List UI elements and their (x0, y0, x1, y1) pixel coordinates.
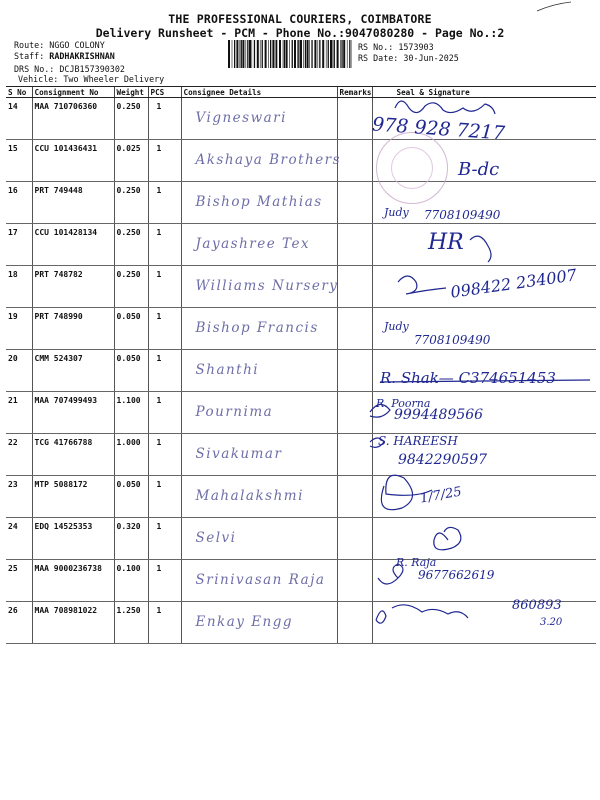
remarks-cell (337, 602, 372, 644)
weight-cell: 0.250 (114, 182, 148, 224)
consignment-cell: MAA 710706360 (32, 98, 114, 140)
rs-number: RS No.: 1573903 (358, 42, 434, 52)
consignment-cell: CCU 101436431 (32, 140, 114, 182)
sig-name-22: S. HAREESH (378, 434, 458, 448)
sig-phone-19: 7708109490 (414, 333, 491, 347)
consignment-cell: PRT 748782 (32, 266, 114, 308)
sno-cell: 16 (6, 182, 32, 224)
table-row (6, 602, 596, 644)
sig-date-23: 1/7/25 (419, 484, 463, 507)
consignee-name: Jayashree Tex (195, 236, 311, 252)
consignee-cell (181, 140, 342, 182)
sig-phone-26: 860893 (512, 598, 562, 613)
barcode-bar (330, 40, 332, 68)
barcode-bar (337, 40, 339, 68)
consignee-name: Selvi (195, 530, 237, 546)
col-weight: Weight (114, 87, 148, 98)
col-signature: Seal & Signature (372, 87, 596, 98)
remarks-cell (337, 350, 372, 392)
table-row (6, 98, 596, 140)
barcode-bar (294, 40, 296, 68)
consignee-cell (181, 308, 337, 350)
table-row (6, 434, 596, 476)
col-consignee: Consignee Details (181, 87, 337, 98)
barcode-bar (241, 40, 242, 68)
col-remarks: Remarks (337, 87, 372, 98)
remarks-cell (337, 308, 372, 350)
table-row (6, 308, 596, 350)
table-row (6, 518, 596, 560)
consignment-cell: CMM 524307 (32, 350, 114, 392)
remarks-cell (337, 140, 372, 182)
header-scribble (535, 0, 575, 14)
barcode-bar (240, 40, 241, 68)
consignee-name: Vigneswari (195, 110, 287, 126)
weight-cell: 0.050 (114, 476, 148, 518)
barcode-bar (276, 40, 277, 68)
table-row (6, 140, 596, 182)
barcode-bar (318, 40, 319, 68)
consignee-name: Williams Nursery (195, 278, 339, 294)
sig-name-19: Judy (384, 320, 409, 333)
consignee-cell (181, 434, 337, 476)
remarks-cell (337, 224, 372, 266)
sno-cell: 19 (6, 308, 32, 350)
barcode-bar (283, 40, 284, 68)
signature-cell (372, 224, 596, 266)
route-label: Route: NGGO COLONY (14, 40, 105, 50)
pcs-cell: 1 (148, 266, 181, 308)
remarks-cell (337, 266, 372, 308)
barcode-bar (326, 40, 327, 68)
consignee-cell (181, 560, 337, 602)
sno-cell: 22 (6, 434, 32, 476)
pcs-cell: 1 (148, 182, 181, 224)
consignee-name: Bishop Mathias (195, 194, 323, 210)
table-row (6, 224, 596, 266)
barcode-bar (236, 40, 238, 68)
barcode-bar (260, 40, 261, 68)
seal-stamp (376, 132, 448, 204)
page-subtitle: Delivery Runsheet - PCM - Phone No.:9047080280 - Page No.:2 (95, 26, 505, 40)
sno-cell: 20 (6, 350, 32, 392)
consignment-cell: MAA 707499493 (32, 392, 114, 434)
table-row (6, 182, 596, 224)
remarks-cell (337, 392, 372, 434)
signature-cell (372, 602, 596, 644)
barcode-bar (242, 40, 244, 68)
drs-number: DRS No.: DCJB157390302 (14, 64, 125, 74)
sig-phone-14: 978 928 7217 (371, 113, 506, 145)
consignee-name: Srinivasan Raja (195, 572, 326, 588)
remarks-cell (337, 98, 372, 140)
consignee-cell (181, 476, 337, 518)
barcode-bar (232, 40, 233, 68)
barcode-bar (284, 40, 285, 68)
barcode-bar (305, 40, 306, 68)
barcode-bar (328, 40, 329, 68)
col-consignment: Consignment No (32, 87, 114, 98)
sig-text-17: HR (428, 230, 464, 255)
weight-cell: 0.025 (114, 140, 148, 182)
weight-cell: 0.320 (114, 518, 148, 560)
barcode-bar (349, 40, 350, 68)
table-header (6, 87, 596, 98)
sno-cell: 21 (6, 392, 32, 434)
sig-phone-18: 098422 234007 (449, 265, 578, 302)
pcs-cell: 1 (148, 560, 181, 602)
sig-name-16: Judy (384, 206, 409, 219)
remarks-cell (337, 434, 372, 476)
barcode-bar (254, 40, 255, 68)
weight-cell: 1.100 (114, 392, 148, 434)
table-row (6, 560, 596, 602)
sig-phone-16: 7708109490 (424, 208, 501, 222)
barcode-bar (289, 40, 290, 68)
barcode-bar (319, 40, 320, 68)
pcs-cell: 1 (148, 308, 181, 350)
consignee-cell (181, 266, 337, 308)
consignment-cell: MAA 708981022 (32, 602, 114, 644)
barcode-bar (279, 40, 281, 68)
consignment-cell: MAA 9000236738 (32, 560, 114, 602)
sno-cell: 25 (6, 560, 32, 602)
barcode-bar (275, 40, 276, 68)
col-pcs: PCS (148, 87, 181, 98)
barcode-bar (333, 40, 334, 68)
remarks-cell (337, 182, 372, 224)
barcode-bar (257, 40, 259, 68)
pcs-cell: 1 (148, 476, 181, 518)
barcode-bar (270, 40, 271, 68)
barcode-bar (265, 40, 267, 68)
barcode-bar (311, 40, 312, 68)
barcode-bar (272, 40, 274, 68)
barcode-bar (343, 40, 345, 68)
consignment-cell: PRT 749448 (32, 182, 114, 224)
consignee-cell (181, 518, 337, 560)
remarks-cell (337, 518, 372, 560)
pcs-cell: 1 (148, 224, 181, 266)
runsheet-table (6, 86, 596, 644)
weight-cell: 0.250 (114, 266, 148, 308)
sig-phone-25: 9677662619 (418, 568, 495, 582)
weight-cell: 0.250 (114, 98, 148, 140)
sno-cell: 14 (6, 98, 32, 140)
consignee-name: Mahalakshmi (195, 488, 304, 504)
barcode-bar (347, 40, 348, 68)
remarks-cell (337, 560, 372, 602)
page-title: THE PROFESSIONAL COURIERS, COIMBATORE (168, 12, 432, 26)
weight-cell: 0.050 (114, 350, 148, 392)
remarks-cell (337, 476, 372, 518)
consignment-cell: CCU 101428134 (32, 224, 114, 266)
sig-text-20: R. Shak— C374651453 (380, 369, 556, 387)
sig-text-15: B-dc (458, 159, 500, 180)
consignee-cell (181, 224, 337, 266)
col-sno: S No (6, 87, 32, 98)
consignee-cell (181, 350, 337, 392)
sno-cell: 17 (6, 224, 32, 266)
barcode-bar (314, 40, 316, 68)
consignee-cell (181, 182, 337, 224)
consignee-name: Shanthi (195, 362, 260, 378)
pcs-cell: 1 (148, 392, 181, 434)
barcode-bar (341, 40, 342, 68)
consignee-name: Pournima (195, 404, 274, 420)
barcode-bar (340, 40, 341, 68)
barcode-bar (309, 40, 310, 68)
consignment-cell: PRT 748990 (32, 308, 114, 350)
pcs-cell: 1 (148, 602, 181, 644)
signature-cell (372, 476, 596, 518)
consignee-name: Sivakumar (195, 446, 283, 462)
barcode-bar (249, 40, 251, 68)
barcode-bar (322, 40, 324, 68)
sno-cell: 15 (6, 140, 32, 182)
vehicle-label: Vehicle: Two Wheeler Delivery (18, 74, 165, 84)
barcode-bar (307, 40, 309, 68)
barcode-bar (234, 40, 235, 68)
pcs-cell: 1 (148, 350, 181, 392)
pcs-cell: 1 (148, 518, 181, 560)
barcode-bar (268, 40, 269, 68)
rs-date: RS Date: 30-Jun-2025 (358, 53, 459, 63)
barcode-bar (303, 40, 304, 68)
staff-label: Staff: RADHAKRISHNAN (14, 51, 115, 61)
sno-cell: 24 (6, 518, 32, 560)
sig-name-25: R. Raja (396, 556, 437, 569)
sno-cell: 18 (6, 266, 32, 308)
barcode-bar (246, 40, 247, 68)
consignee-name: Akshaya Brothers (195, 152, 342, 168)
consignment-cell: EDQ 14525353 (32, 518, 114, 560)
consignment-cell: MTP 5088172 (32, 476, 114, 518)
sig-phone-21: 9994489566 (394, 407, 484, 423)
weight-cell: 0.250 (114, 224, 148, 266)
sig-phone-22: 9842290597 (398, 452, 488, 468)
barcode-bar (252, 40, 253, 68)
consignee-name: Enkay Engg (195, 614, 294, 630)
consignee-cell (181, 98, 337, 140)
consignment-cell: TCG 41766788 (32, 434, 114, 476)
barcode-bar (286, 40, 288, 68)
barcode-bar (297, 40, 298, 68)
pcs-cell: 1 (148, 140, 181, 182)
sig-name-21: R. Poorna (376, 397, 431, 410)
sig-time-26: 3.20 (540, 617, 563, 628)
pcs-cell: 1 (148, 434, 181, 476)
sno-cell: 26 (6, 602, 32, 644)
barcode (228, 40, 352, 68)
staff-name: RADHAKRISHNAN (49, 51, 115, 61)
table-row (6, 476, 596, 518)
table-row (6, 392, 596, 434)
barcode-bar (298, 40, 299, 68)
barcode-bar (300, 40, 302, 68)
weight-cell: 0.050 (114, 308, 148, 350)
pcs-cell: 1 (148, 98, 181, 140)
barcode-bar (228, 40, 230, 68)
barcode-bar (247, 40, 248, 68)
consignee-name: Bishop Francis (195, 320, 319, 336)
weight-cell: 0.100 (114, 560, 148, 602)
weight-cell: 1.000 (114, 434, 148, 476)
barcode-bar (292, 40, 293, 68)
consignee-cell (181, 602, 337, 644)
barcode-bar (262, 40, 263, 68)
consignee-cell (181, 392, 337, 434)
sno-cell: 23 (6, 476, 32, 518)
signature-cell (372, 518, 596, 560)
barcode-bar (334, 40, 335, 68)
weight-cell: 1.250 (114, 602, 148, 644)
